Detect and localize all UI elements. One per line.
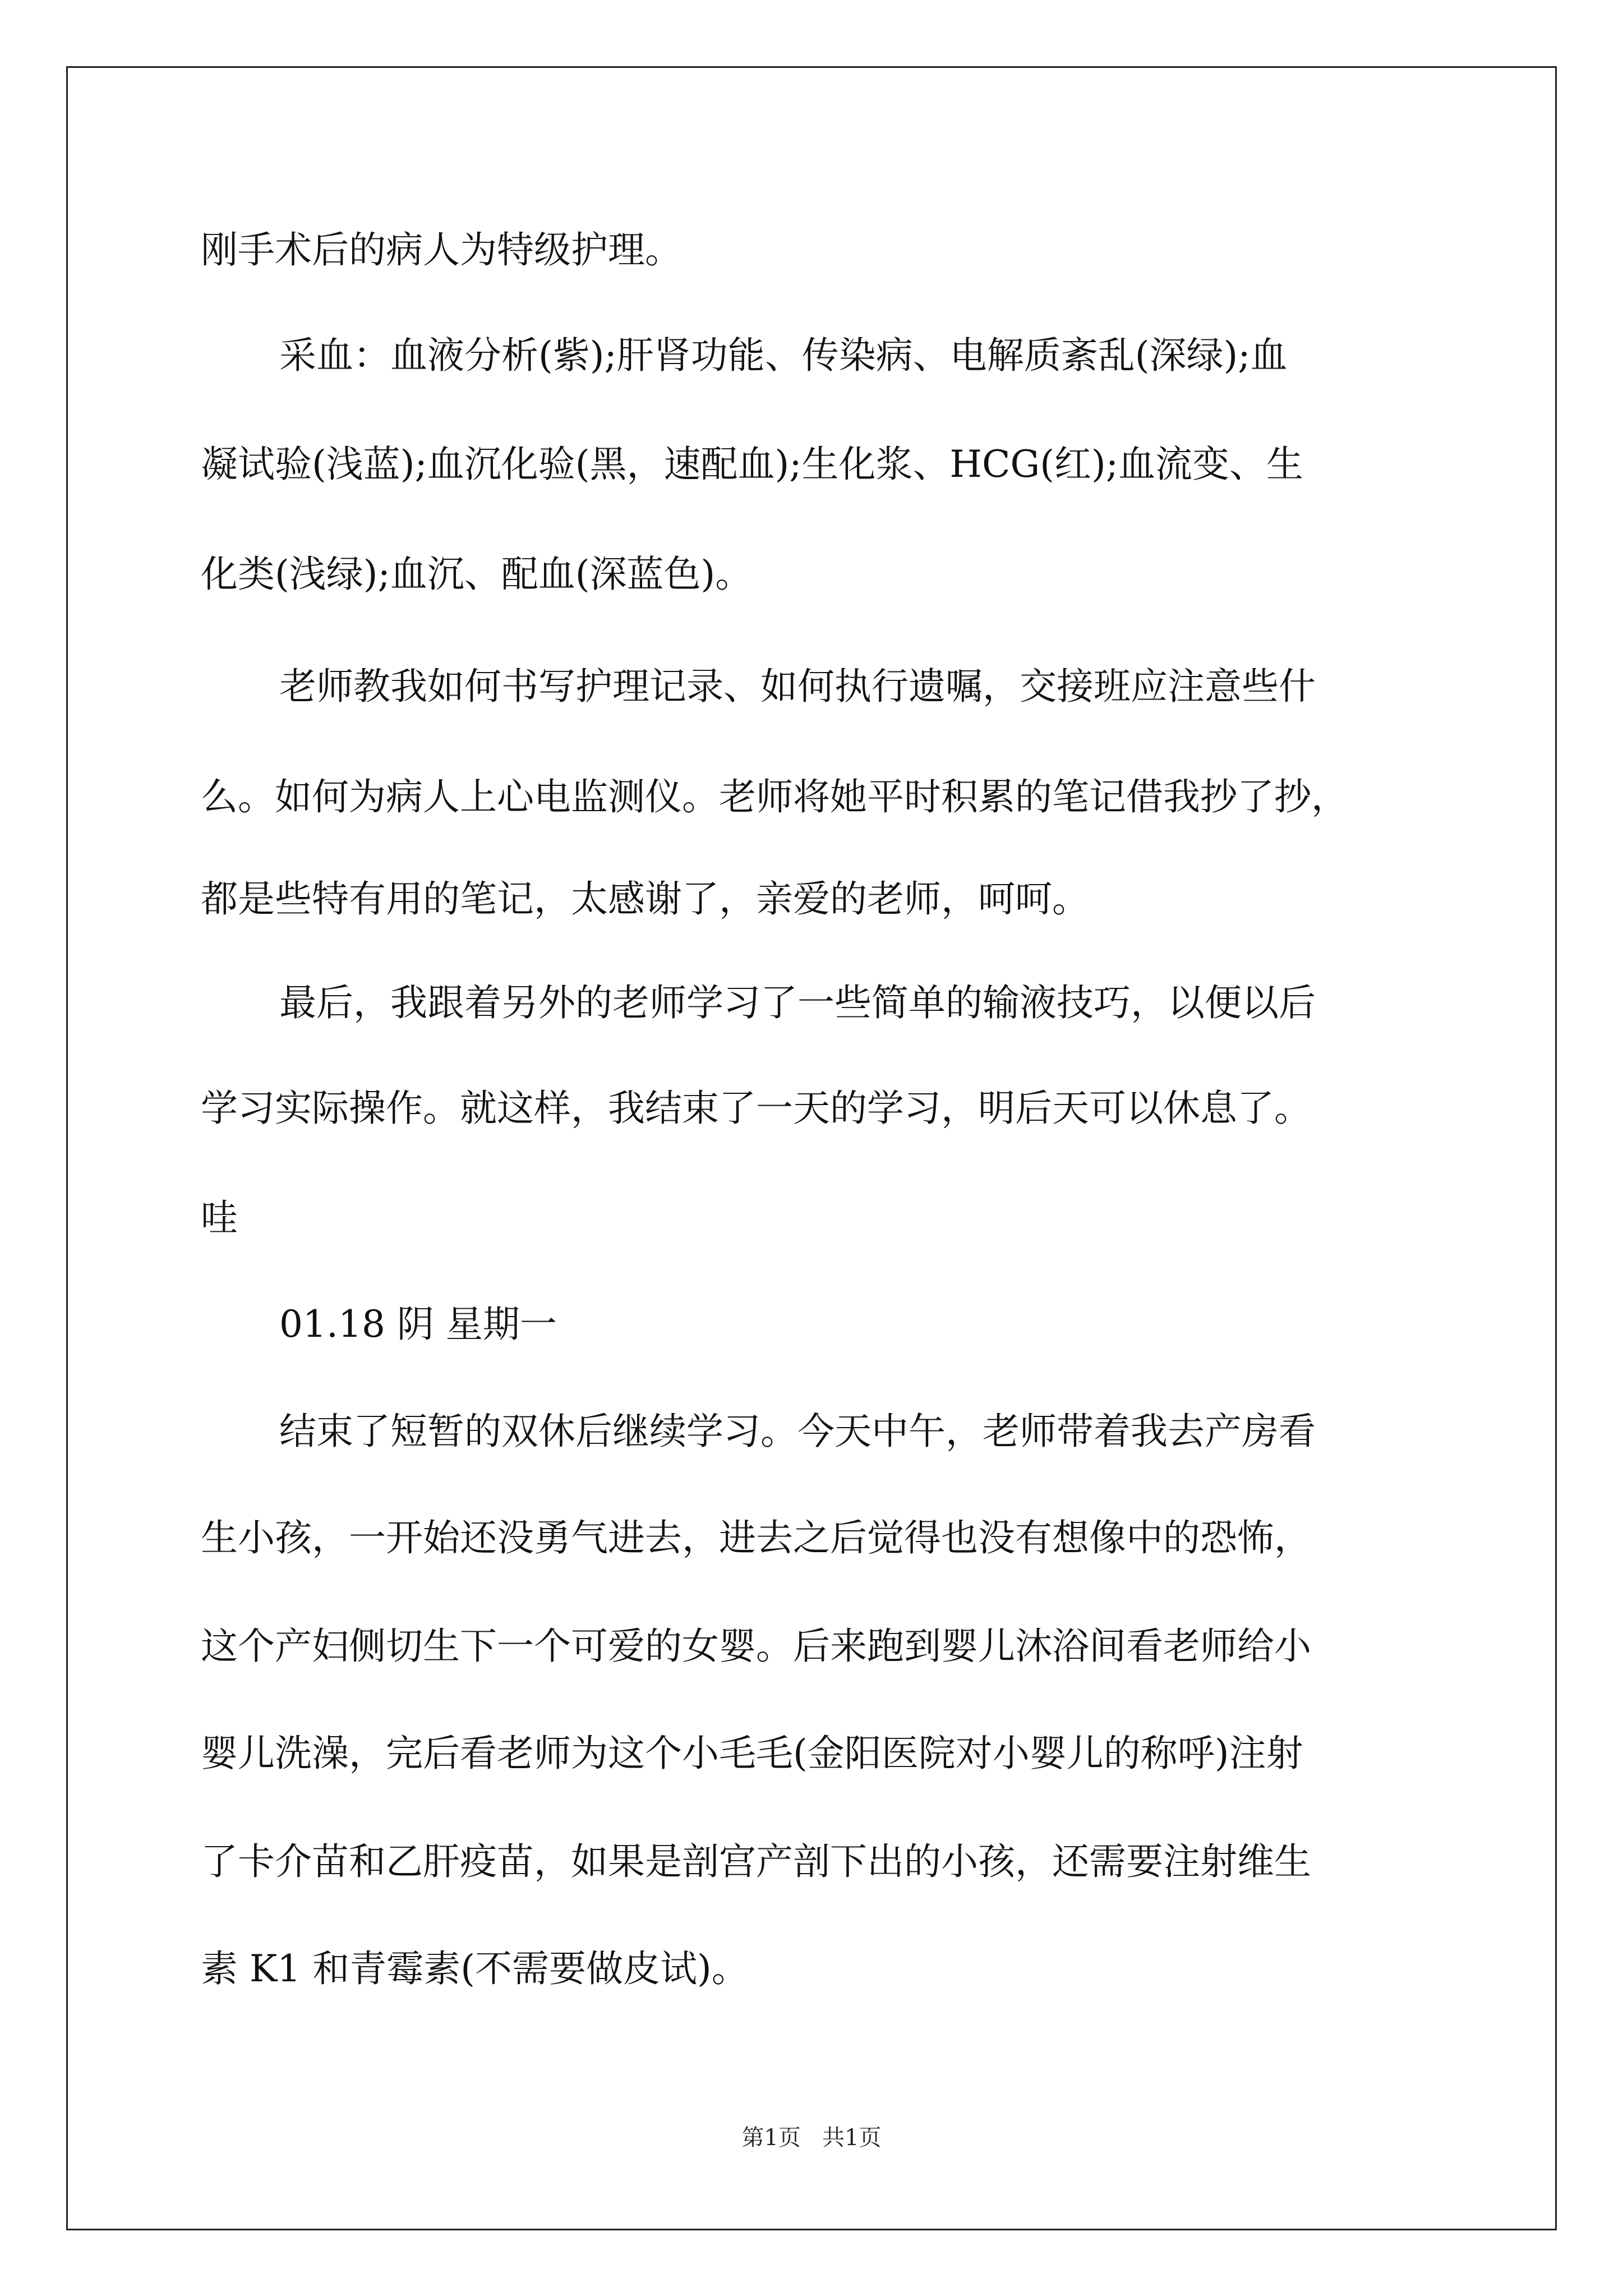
text-line-1: 刚手术后的病人为特级护理。 xyxy=(201,228,682,272)
text-line-10: 哇 xyxy=(201,1196,238,1239)
text-line-6: 么。如何为病人上心电监测仪。老师将她平时积累的笔记借我抄了抄， xyxy=(201,775,1348,818)
text-line-2: 采血：血液分析(紫);肝肾功能、传染病、电解质紊乱(深绿);血 xyxy=(279,334,1288,377)
text-line-5: 老师教我如何书写护理记录、如何执行遗嘱，交接班应注意些什 xyxy=(279,665,1316,708)
page-number-footer: 第1页 共1页 xyxy=(741,2125,882,2151)
text-line-11: 01.18 阴 星期一 xyxy=(279,1303,557,1346)
text-line-16: 了卡介苗和乙肝疫苗，如果是剖宫产剖下出的小孩，还需要注射维生 xyxy=(201,1840,1311,1883)
text-line-9: 学习实际操作。就这样，我结束了一天的学习，明后天可以休息了。 xyxy=(201,1087,1311,1130)
text-line-7: 都是些特有用的笔记，太感谢了，亲爱的老师，呵呵。 xyxy=(201,877,1089,921)
page-border xyxy=(66,66,1557,2230)
text-line-17: 素 K1 和青霉素(不需要做皮试)。 xyxy=(201,1947,749,1990)
text-line-12: 结束了短暂的双休后继续学习。今天中午，老师带着我去产房看 xyxy=(279,1410,1316,1453)
text-line-14: 这个产妇侧切生下一个可爱的女婴。后来跑到婴儿沐浴间看老师给小 xyxy=(201,1625,1311,1668)
text-line-4: 化类(浅绿);血沉、配血(深蓝色)。 xyxy=(201,553,753,596)
text-line-13: 生小孩，一开始还没勇气进去，进去之后觉得也没有想像中的恐怖， xyxy=(201,1516,1311,1559)
text-line-8: 最后，我跟着另外的老师学习了一些简单的输液技巧，以便以后 xyxy=(279,981,1316,1024)
text-line-15: 婴儿洗澡，完后看老师为这个小毛毛(金阳医院对小婴儿的称呼)注射 xyxy=(201,1732,1303,1775)
text-line-3: 凝试验(浅蓝);血沉化验(黑，速配血);生化浆、HCG(红);血流变、生 xyxy=(201,443,1303,486)
